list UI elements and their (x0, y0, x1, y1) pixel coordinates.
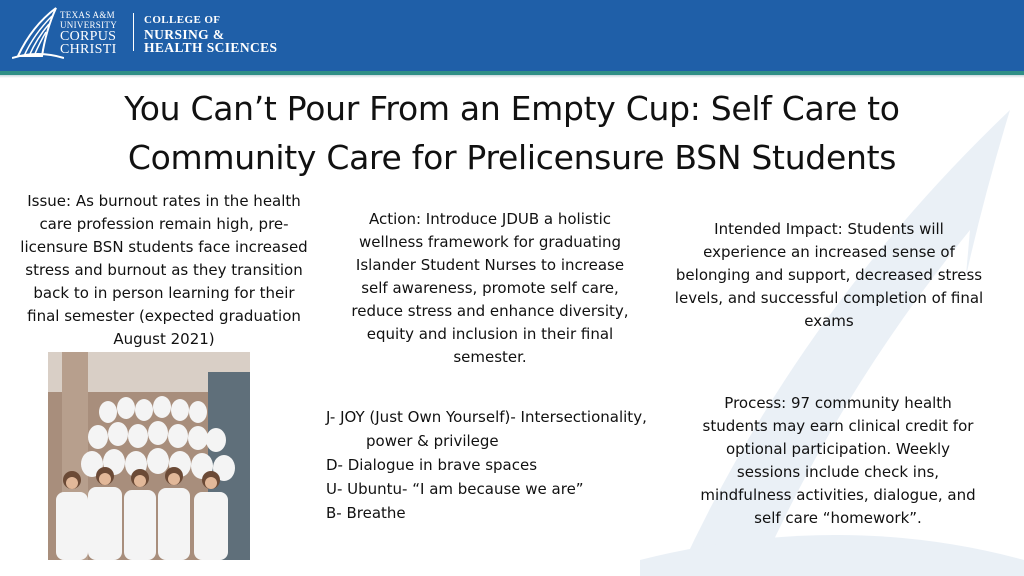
issue-line: licensure BSN students face increased (20, 238, 308, 256)
action-line: wellness framework for graduating (358, 233, 622, 251)
issue-text (10, 190, 318, 351)
title-line-1: You Can’t Pour From an Empty Cup: Self Care to (124, 89, 900, 128)
issue-line: back to in person learning for their (33, 284, 295, 302)
header-shadow (0, 75, 1024, 78)
jdub-item-j-continued: power & privilege (366, 432, 499, 450)
impact-line: belonging and support, decreased stress (675, 266, 983, 284)
university-name (60, 10, 117, 56)
university-logo (12, 6, 332, 64)
college-line-3: HEALTH SCIENCES (144, 40, 278, 55)
issue-line: August 2021) (113, 330, 215, 348)
action-line: equity and inclusion in their final (366, 325, 614, 343)
process-line: optional participation. Weekly (725, 440, 951, 458)
process-line: Process: 97 community health (724, 394, 952, 412)
sail-logo-icon (12, 6, 64, 60)
issue-line: stress and burnout as they transition (25, 261, 303, 279)
jdub-item-d: D- Dialogue in brave spaces (326, 456, 538, 474)
uni-line-2: UNIVERSITY (60, 20, 117, 30)
college-name (144, 14, 277, 55)
process-line: sessions include check ins, (736, 463, 940, 481)
process-line: students may earn clinical credit for (702, 417, 974, 435)
jdub-framework-list (326, 405, 686, 525)
issue-line: care profession remain high, pre- (39, 215, 289, 233)
student-nurses-group-photo (48, 352, 250, 560)
impact-line: exams (804, 312, 854, 330)
action-line: Islander Student Nurses to increase (355, 256, 625, 274)
uni-line-1: TEXAS A&M (60, 10, 115, 20)
intended-impact-text (664, 218, 994, 333)
impact-line: Intended Impact: Students will (714, 220, 944, 238)
logo-divider (133, 13, 134, 51)
group-photo-illustration (48, 352, 250, 560)
action-line: semester. (453, 348, 527, 366)
college-line-2: NURSING & (144, 26, 225, 42)
action-line: reduce stress and enhance diversity, (351, 302, 629, 320)
uni-line-3: CORPUS (60, 29, 117, 44)
title-line-2: Community Care for Prelicensure BSN Students (127, 138, 897, 177)
impact-line: levels, and successful completion of final (674, 289, 984, 307)
process-text (682, 392, 994, 530)
action-line: self awareness, promote self care, (361, 279, 619, 297)
issue-line: Issue: As burnout rates in the health (27, 192, 301, 210)
process-line: self care “homework”. (754, 509, 922, 527)
action-line: Action: Introduce JDUB a holistic (369, 210, 611, 228)
slide-title (60, 84, 964, 182)
impact-line: experience an increased sense of (703, 243, 955, 261)
jdub-item-j: J- JOY (Just Own Yourself)- Intersectionality, (326, 408, 647, 426)
jdub-item-u: U- Ubuntu- “I am because we are” (326, 480, 584, 498)
college-line-1: COLLEGE OF (144, 14, 221, 26)
action-text (340, 208, 640, 369)
process-line: mindfulness activities, dialogue, and (700, 486, 976, 504)
jdub-item-b: B- Breathe (326, 504, 406, 522)
uni-line-4: CHRISTI (60, 42, 117, 57)
issue-line: final semester (expected graduation (27, 307, 301, 325)
